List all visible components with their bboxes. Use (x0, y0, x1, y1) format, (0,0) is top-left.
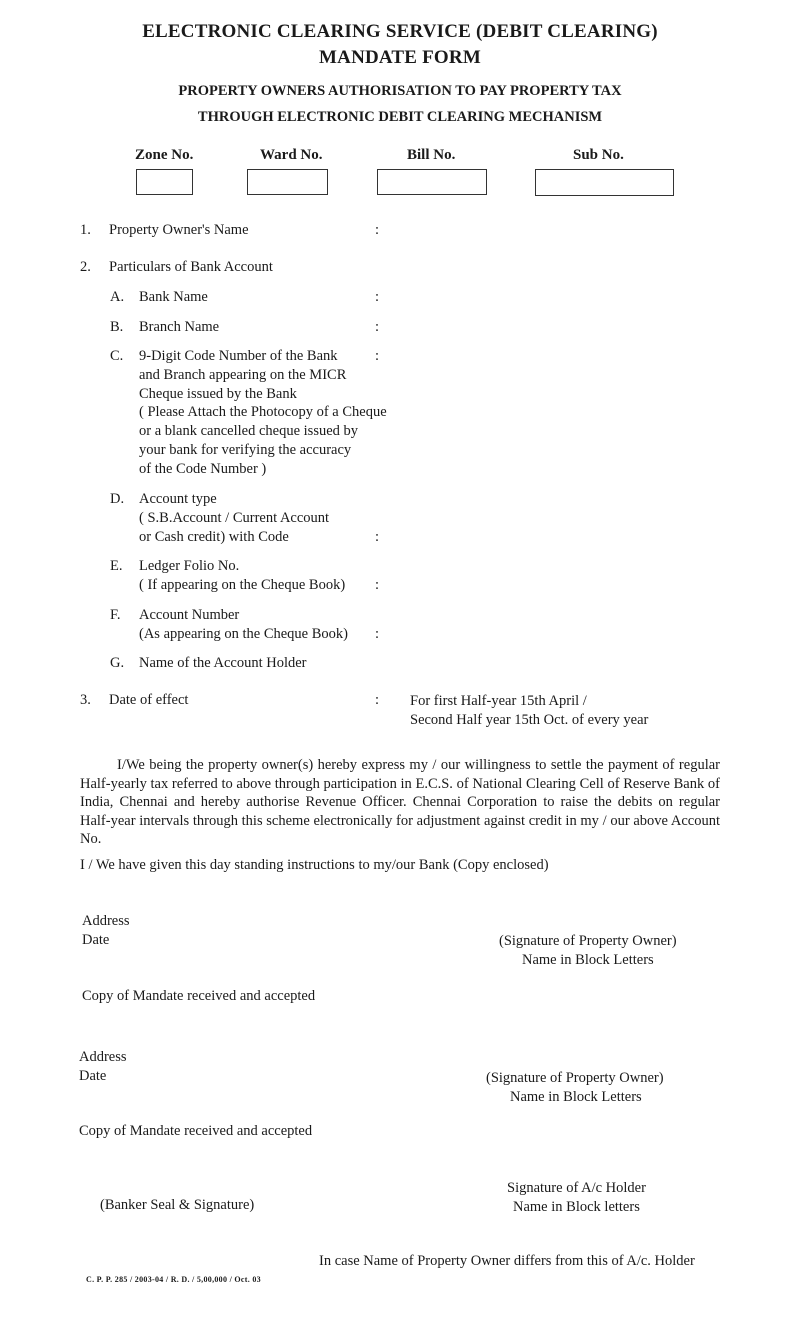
form-title-line2: MANDATE FORM (319, 47, 481, 68)
ledger-folio-label (139, 557, 345, 595)
item-letter: B. (110, 319, 124, 335)
item-number: 1. (80, 222, 91, 238)
account-number-line: Account Number (139, 607, 240, 623)
standing-instructions-text: I / We have given this day standing instructions to my/our Bank (Copy enclosed) (80, 857, 549, 873)
address-label: Address (79, 1049, 127, 1065)
item-letter: A. (110, 289, 125, 305)
colon: : (375, 692, 380, 708)
ledger-folio-line: Ledger Folio No. (139, 558, 240, 574)
item-letter: G. (110, 655, 125, 671)
owner-signature-label: (Signature of Property Owner) (499, 933, 677, 949)
account-holder-signature-label: Signature of A/c Holder (507, 1180, 646, 1196)
name-differs-note: In case Name of Property Owner differs from this of A/c. Holder (319, 1253, 695, 1269)
item-letter: E. (110, 558, 123, 574)
date-label: Date (82, 932, 110, 948)
micr-code-line: ( Please Attach the Photocopy of a Cheque (139, 404, 387, 421)
account-type-line: ( S.B.Account / Current Account (139, 509, 330, 526)
item-number: 3. (80, 692, 91, 708)
colon: : (375, 348, 380, 364)
account-holder-name-label: Name of the Account Holder (139, 655, 307, 671)
declaration-paragraph: I/We being the property owner(s) hereby express my / our willingness to settle the payment of regular Half-yearly tax referred to above through participation in E.C.S. of National Clearing Cell of Reserve Bank of India, Chennai and hereby authorise Revenue Officer. Chennai Corporation to raise the debits on regular Half-year intervals through this scheme electronically for adjustment against credit in my / our above Account No. (80, 757, 720, 848)
colon: : (375, 626, 380, 642)
form-subtitle-line1: PROPERTY OWNERS AUTHORISATION TO PAY PROPERTY TAX (178, 83, 622, 99)
form-title-line1: ELECTRONIC CLEARING SERVICE (DEBIT CLEARING) (142, 21, 658, 42)
colon: : (375, 577, 380, 593)
item-number: 2. (80, 259, 91, 275)
form-subtitle-line2: THROUGH ELECTRONIC DEBIT CLEARING MECHANISM (197, 109, 603, 125)
micr-code-line: Cheque issued by the Bank (139, 385, 297, 402)
address-label: Address (82, 913, 130, 929)
property-owner-name-label: Property Owner's Name (109, 222, 249, 238)
banker-seal-signature-label: (Banker Seal & Signature) (100, 1197, 255, 1213)
owner-name-block-letters-label: Name in Block Letters (522, 952, 654, 968)
item-letter: D. (110, 491, 125, 507)
owner-signature-label: (Signature of Property Owner) (486, 1070, 664, 1086)
colon: : (375, 319, 380, 335)
item-letter: F. (110, 607, 121, 623)
micr-code-line: 9-Digit Code Number of the Bank (139, 348, 338, 364)
mandate-accepted-text: Copy of Mandate received and accepted (82, 988, 316, 1004)
ward-no-input[interactable] (247, 169, 328, 195)
item-letter: C. (110, 348, 124, 364)
account-number-label (139, 606, 348, 644)
bill-no-label: Bill No. (407, 147, 456, 163)
bank-name-label: Bank Name (139, 289, 208, 305)
bill-no-input[interactable] (377, 169, 487, 195)
colon: : (375, 289, 380, 305)
micr-code-line: and Branch appearing on the MICR (139, 366, 347, 383)
colon: : (375, 222, 380, 238)
mandate-accepted-text: Copy of Mandate received and accepted (79, 1123, 313, 1139)
zone-no-label: Zone No. (135, 147, 194, 163)
sub-no-label: Sub No. (573, 147, 624, 163)
ledger-folio-line: ( If appearing on the Cheque Book) (139, 576, 346, 593)
date-of-effect-value-line1: For first Half-year 15th April / (410, 693, 587, 709)
zone-no-input[interactable] (136, 169, 193, 195)
date-of-effect-value-line2: Second Half year 15th Oct. of every year (410, 712, 649, 728)
micr-code-label (139, 347, 387, 479)
bank-particulars-label: Particulars of Bank Account (109, 259, 273, 275)
micr-code-line: or a blank cancelled cheque issued by (139, 423, 359, 440)
colon: : (375, 529, 380, 545)
account-type-label (139, 490, 329, 546)
micr-code-line: your bank for verifying the accuracy (139, 441, 352, 458)
date-of-effect-label: Date of effect (109, 692, 189, 708)
ward-no-label: Ward No. (260, 147, 323, 163)
micr-code-line: of the Code Number ) (139, 460, 267, 477)
branch-name-label: Branch Name (139, 319, 220, 335)
account-type-line: Account type (139, 491, 217, 507)
account-number-line: (As appearing on the Cheque Book) (139, 625, 348, 642)
account-holder-name-label: Name in Block letters (513, 1199, 640, 1215)
owner-name-block-letters-label: Name in Block Letters (510, 1089, 642, 1105)
account-type-line: or Cash credit) with Code (139, 528, 289, 545)
date-label: Date (79, 1068, 107, 1084)
sub-no-input[interactable] (535, 169, 674, 196)
form-code: C. P. P. 285 / 2003-04 / R. D. / 5,00,000 / Oct. 03 (86, 1275, 261, 1284)
